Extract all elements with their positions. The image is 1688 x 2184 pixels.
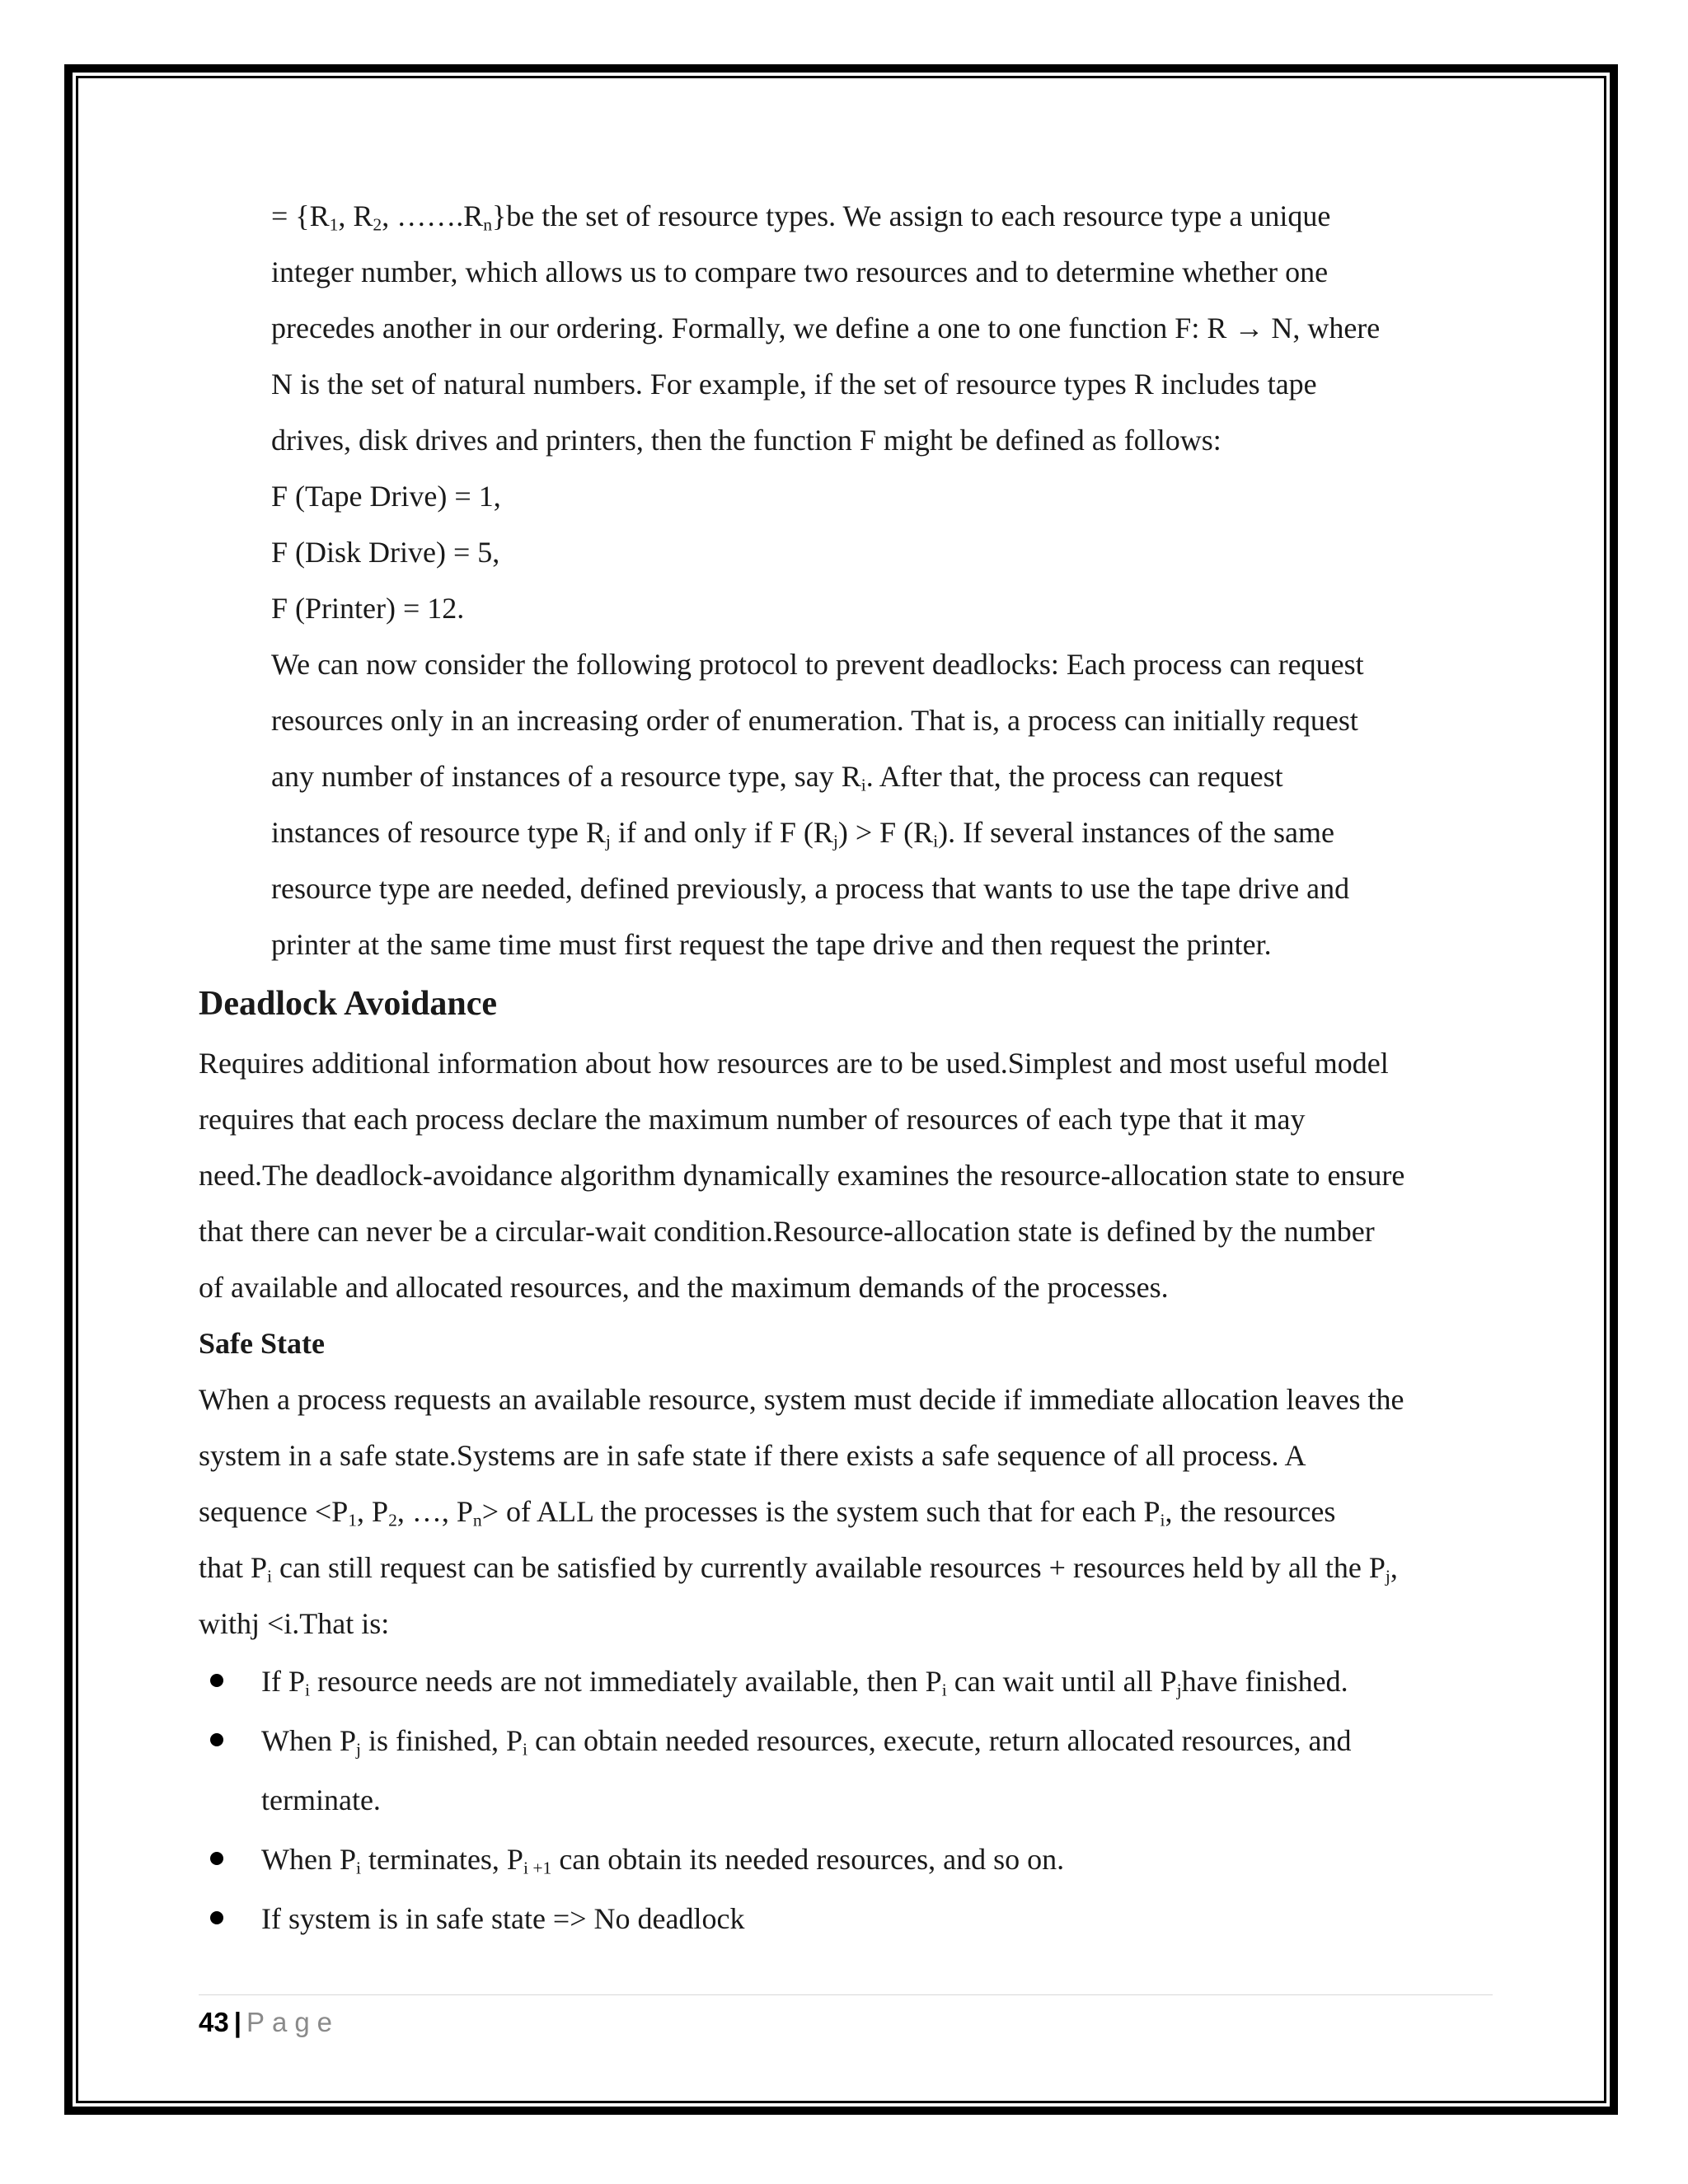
text-line: resources only in an increasing order of enumeration. That is, a process can initially request bbox=[271, 704, 1358, 737]
text-line: integer number, which allows us to compare two resources and to determine whether one bbox=[271, 255, 1329, 288]
text-line: drives, disk drives and printers, then the function F might be defined as follows: bbox=[271, 424, 1221, 457]
bullet-icon bbox=[210, 1733, 223, 1746]
page-content bbox=[199, 188, 1493, 1948]
text-line: need.The deadlock-avoidance algorithm dynamically examines the resource-allocation state to ensure bbox=[199, 1159, 1405, 1192]
list-item: When $P_i$ terminates, $P_{i +1}$ can obtain its needed resources, and so on. bbox=[199, 1830, 1493, 1889]
function-disk-drive: F (Disk Drive) = 5, bbox=[271, 536, 500, 569]
text-line: sequence $<P_1$, $P_2$, …, $P_n>$ of ALL the processes is the system such that for each $P_i$, the resources bbox=[199, 1495, 1336, 1530]
section-heading-deadlock-avoidance: Deadlock Avoidance bbox=[199, 985, 498, 1023]
resource-ordering-section bbox=[199, 188, 1493, 972]
bullet-icon bbox=[210, 1911, 223, 1924]
deadlock-avoidance-paragraph bbox=[199, 1035, 1493, 1315]
text-line: N is the set of natural numbers. For example, if the set of resource types R includes tape bbox=[271, 368, 1317, 401]
text-line: requires that each process declare the maximum number of resources of each type that it may bbox=[199, 1103, 1306, 1136]
safe-state-paragraph bbox=[199, 1371, 1493, 1652]
text-line: printer at the same time must first request the tape drive and then request the printer. bbox=[271, 928, 1272, 961]
text-line: any number of instances of a resource type, say $R_i$. After that, the process can request bbox=[271, 760, 1283, 795]
text-line: instances of resource type $R_j$ if and only if F $(R_j) > F$ $(R_i)$. If several instances of the same bbox=[271, 816, 1334, 851]
page-label: Page bbox=[246, 2007, 340, 2037]
function-printer: F (Printer) = 12. bbox=[271, 592, 465, 625]
safe-state-bullet-list bbox=[199, 1652, 1493, 1948]
text-line: = {$R_1$, $R_2$, $\dots\dots.R_n\}be$ the set of resource types. We assign to each resource type a unique bbox=[271, 199, 1331, 235]
text-line: that $P_i$ can still request can be satisfied by currently available resources + resources held by all the $P_j$, bbox=[199, 1551, 1398, 1586]
text-line: withj <i.That is: bbox=[199, 1607, 390, 1640]
footer-separator: | bbox=[233, 2007, 241, 2037]
text-line: When a process requests an available resource, system must decide if immediate allocation leaves the bbox=[199, 1383, 1404, 1416]
text-line: Requires additional information about how resources are to be used.Simplest and most useful model bbox=[199, 1047, 1389, 1080]
text-line: resource type are needed, defined previously, a process that wants to use the tape drive and bbox=[271, 872, 1350, 905]
function-tape-drive: F (Tape Drive) = 1, bbox=[271, 480, 501, 513]
bullet-icon bbox=[210, 1852, 223, 1865]
text-line: system in a safe state.Systems are in safe state if there exists a safe sequence of all process. A bbox=[199, 1439, 1306, 1472]
list-item: When $P_j$ is finished, $P_i$ can obtain needed resources, execute, return allocated resources, and terminate. bbox=[199, 1711, 1493, 1830]
text-line: that there can never be a circular-wait condition.Resource-allocation state is defined by the number bbox=[199, 1215, 1375, 1248]
subheading-safe-state: Safe State bbox=[199, 1327, 325, 1360]
text-line: We can now consider the following protocol to prevent deadlocks: Each process can request bbox=[271, 648, 1364, 681]
list-item: If $P_i$ resource needs are not immediately available, then $P_i$ can wait until all $P_jhave$ finished. bbox=[199, 1652, 1493, 1711]
page-number: 43 bbox=[199, 2007, 229, 2037]
list-item: If system is in safe state => No deadlock bbox=[199, 1889, 1493, 1948]
text-line: precedes another in our ordering. Formally, we define a one to one function F: R → N, where bbox=[271, 312, 1381, 344]
bullet-icon bbox=[210, 1674, 223, 1687]
page-footer bbox=[199, 1994, 1493, 2038]
text-line: of available and allocated resources, and the maximum demands of the processes. bbox=[199, 1271, 1169, 1304]
